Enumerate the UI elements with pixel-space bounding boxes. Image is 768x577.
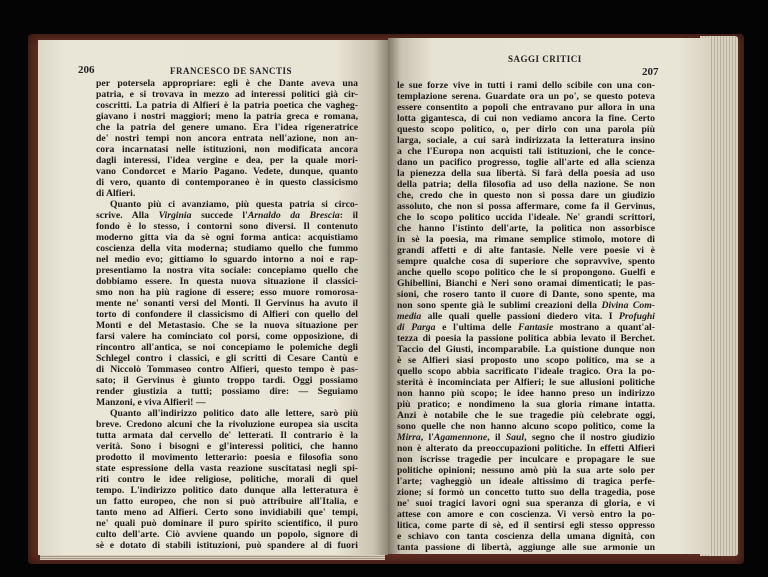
text-line [96,397,358,408]
text-line: patria, e si trovava in mezzo ad interessi politici già cir- [96,89,358,100]
text-line: Schlegel contro i classici, e gli scritti di Cesare Cantù e [96,353,358,364]
text-line: prodotto il movimento letterario: poesia e filosofia sono [96,452,358,463]
text-segment: di Alfieri. [96,188,136,199]
text-line: in sè la poesia, ma rimane semplice stimolo, motore di [397,234,655,245]
text-line: farsi valere ha cominciato col porsi, come opposizione, di [96,331,358,342]
text-line: dobbiamo essere. In questa nuova situazione il classici- [96,276,358,287]
text-line: coscritti. La patria di Alfieri è la patria poetica che vagheg- [96,100,358,111]
text-line: litica, come parte di sè, ed il sentirsi egli stesso oppresso [397,520,655,531]
text-line [96,199,358,210]
text-line: la pienezza della sua libertà. Si farà della poesia ad uso [397,168,655,179]
text-line: tanto meno ad Alfieri. Certo sono invidiabili que' tempi, [96,507,358,518]
text-line: l'arte; vagheggiò un ideale altissimo di tragica perfe- [397,476,655,487]
text-line: attese con amore e con coscienza. Vi versò entro la po- [397,509,655,520]
text-segment: scrive. Alla [96,210,159,221]
text-line [397,432,655,443]
italic-title: Saul [505,432,525,443]
text-line: tempo. L'indirizzo politico dato dunque alla letteratura è [96,485,358,496]
text-line: breve. Credono alcuni che la rivoluzione europea sia uscita [96,419,358,430]
text-line: ne' quali può dominare il puro spirito scientifico, il puro [96,518,358,529]
text-line: che hanno l'istinto dell'arte, la politica non assorbisce [397,223,655,234]
text-line: moderno gitta via da sè ogni forma antica: acquistiamo [96,232,358,243]
text-line: de' nostri tempi non ancora entrata nell'azione, non an- [96,133,358,144]
text-line: zione; si formò un concetto tutto suo della tragedia, pose [397,487,655,498]
text-line: di Niccolò Tommaseo contro Alfieri, questo tempo è pas- [96,364,358,375]
text-segment: , l' [420,432,434,443]
text-line: che, credo che in questo non si possa dare un giudizio [397,190,655,201]
text-line: più pratico; e nondimeno la sua gloria rimane intatta. [397,399,655,410]
text-line: vano Condorcet e Mario Pagano. Vedete, dunque, quanto [96,166,358,177]
text-line [96,188,358,199]
text-line: riti contro le idee religiose, politiche, morali di quel [96,474,358,485]
text-line: non iscrisse tragedie per inculcare e propagare le sue [397,454,655,465]
text-line [96,210,358,221]
text-segment: Quanto più ci avanziamo, più questa patria si circo- [110,199,358,210]
text-line: mente ne' sonanti versi del Monti. Il Gervinus ha avuto il [96,298,358,309]
italic-title: Fantasie [518,322,554,333]
text-line: sterità è incominciata per Alfieri; le sue allusioni politiche [397,377,655,388]
text-line [397,300,655,311]
text-line: templazione serena. Guardate ora un po', se questo poteva [397,91,655,102]
text-line: verità. Sono i bisogni e gl'interessi politici, che hanno [96,441,358,452]
text-line: render giustizia a tutti; possiamo dire: — Seguiamo [96,386,358,397]
text-line [397,322,655,333]
italic-title: Virginia [158,210,192,221]
right-page [388,38,710,554]
page-body-text [397,80,655,553]
text-line: lotta gigantesca, di cui non vediamo ancora la fine. Certo [397,113,655,124]
text-line: sioni, che rosero tanto il cuore di Dante, sono spente, ma [397,289,655,300]
text-line [96,408,358,419]
running-head: FRANCESCO DE SANCTIS [170,66,293,76]
left-page [38,40,388,555]
text-line: Ghibellini, Bianchi e Neri sono oramai dimenticati; le pas- [397,278,655,289]
text-line: le sue forze vive in tutti i rami dello scibile con una con- [397,80,655,91]
text-line: Taccio del Giusti, incomparabile. La quistione dunque non [397,344,655,355]
text-line: quello scopo abbia sacrificato l'ideale tragico. Ora la po- [397,366,655,377]
text-line: smo non ha più ragione di essere; esso muore romorosa- [96,287,358,298]
italic-title: Mirra [397,432,421,443]
text-line: non è alterato da preoccupazioni politiche. In effetti Alfieri [397,443,655,454]
text-segment: Manzoni, e viva Alfieri! — [96,397,206,408]
text-line: sono quelle che non hanno alcuno scopo politico, come la [397,421,655,432]
text-line: è se Alfieri siasi proposto uno scopo politico, ma se a [397,355,655,366]
text-line: ne' suoi tragici lavori ogni sua speranza di gloria, e vi [397,498,655,509]
italic-title: Divina Com- [601,300,656,311]
italic-title: Agamennone [433,432,488,443]
text-line: culto dell'arte. Ciò avviene quando un popolo, signore di [96,529,358,540]
text-line: dagli interessi, l'idea vergine e dea, per la quale mori- [96,155,358,166]
text-line: fondo è lo stesso, i contorni sono diversi. Il contenuto [96,221,358,232]
text-line: sato; il Gervinus è giunto troppo tardi. Oggi possiamo [96,375,358,386]
text-segment: mostrano a quant'al- [553,322,655,333]
text-line: questo scopo politico, o, per dirlo con una parola più [397,124,655,135]
text-segment: succede l' [191,210,248,221]
text-line: grandi affetti e di alte fantasie. Nelle vere poesie vi è [397,245,655,256]
text-line: larga, sociale, a cui sarà indirizzata la letteratura insino [397,135,655,146]
text-segment: , il [487,432,506,443]
text-line: tezza di poesia la passione politica abbia levato il Berchet. [397,333,655,344]
text-line: giavano i nostri maggiori; meno la patria greca e romana, [96,111,358,122]
text-line: rincontro all'antica, se noi concepiamo le polemiche degli [96,342,358,353]
text-line: essere consentito a popoli che entravano pur allora in una [397,102,655,113]
text-line: Monti e del Metastasio. Che se la nuova situazione per [96,320,358,331]
text-segment: alle quali quelle passioni diedero vita. I [421,311,619,322]
text-line: presentiamo la nostra vita sociale: concepiamo quello che [96,265,358,276]
text-line: state espressione della vasta reazione suscitatasi negli spi- [96,463,358,474]
text-line: della patria; della filosofia ad uso della nazione. Se non [397,179,655,190]
italic-title: Arnaldo da Brescia [247,210,340,221]
italic-title: Profughi [618,311,655,322]
text-segment: , segno che il nostro giudizio [524,432,655,443]
text-line [397,311,655,322]
page-body-text [96,78,358,551]
text-line: dano un pacifico progresso, toglie all'arte ed alla scienza [397,157,655,168]
text-line: a che l'Europa non acquisti tali istituzioni, che le conce- [397,146,655,157]
text-segment: e l'ultima delle [435,322,519,333]
italic-title: media [397,311,422,322]
text-segment: : il [339,210,358,221]
italic-title: di Parga [397,322,436,333]
text-segment: Quanto all'indirizzo politico dato alle lettere, sarò più [110,408,358,419]
text-line: Anzi è notabile che le sue tragedie più celebrate oggi, [397,410,655,421]
text-line: cora incarnatasi nelle istituzioni, non modificata ancora [96,144,358,155]
text-line: torto di confondere il classicismo di Alfieri con quello del [96,309,358,320]
text-line: sè e dotato di stabili istituzioni, può spandere al di fuori [96,540,358,551]
text-line: tutta armata dal cervello de' letterati. Il contrario è la [96,430,358,441]
text-line: e schiavo con tanta coscienza della umana dignità, con [397,531,655,542]
text-line: anche quello scopo politico che le si propongono. Guelfi e [397,267,655,278]
text-line: un fatto europeo, che non si può attribuire all'Italia, e [96,496,358,507]
running-head: SAGGI CRITICI [508,54,582,64]
text-line: di vero, quanto di contemporaneo è in questo classicismo [96,177,358,188]
page-number: 206 [78,64,95,76]
text-line: sempre qualche cosa di superiore che sopravvive, spento [397,256,655,267]
page-number: 207 [642,66,659,78]
text-line: tanta passione di libertà, aggiunge alle sue armonie un [397,542,655,553]
text-line: assoluto, che non si possa affermare, come fa il Gervinus, [397,201,655,212]
text-line: per potersela appropriare: egli è che Dante aveva una [96,78,358,89]
text-line: non hanno più scopo; le idee hanno preso un indirizzo [397,388,655,399]
text-line: coscienza della vita moderna; studiamo quello che fummo [96,243,358,254]
text-line: che la patria del genere umano. Era l'idea rigeneratrice [96,122,358,133]
text-line: politiche opinioni; nessuno amò più la sua arte solo per [397,465,655,476]
text-line: che lo scopo politico uccida l'ideale. Ne' grandi scrittori, [397,212,655,223]
text-line: nel medio evo; gittiamo lo sguardo intorno a noi e rap- [96,254,358,265]
text-segment: non sono spente già le sublimi creazioni della [397,300,602,311]
